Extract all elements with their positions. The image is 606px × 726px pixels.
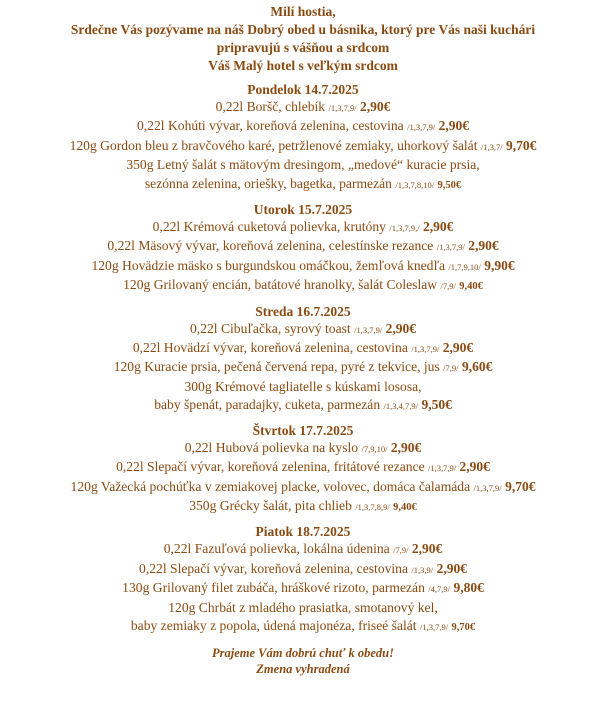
menu-item — [0, 439, 606, 458]
allergens: /1,3,7,8,9/ — [355, 501, 390, 512]
menu-item-text: 0,22l Mäsový vývar, koreňová zelenina, celestínske rezance — [107, 238, 437, 254]
day-title: Štvrtok 17.7.2025 — [252, 422, 354, 438]
menu-item-text: 300g Krémové tagliatelle s kúskami lososa, — [184, 378, 422, 394]
menu-item-line — [0, 617, 606, 637]
price: 9,70€ — [505, 478, 536, 494]
greeting: Milí hostia, — [270, 4, 336, 19]
price: 2,90€ — [468, 238, 499, 254]
invitation-line-1: Srdečne Vás pozývame na náš Dobrý obed u básnika, ktorý pre Vás naši kuchári — [70, 22, 536, 37]
menu-item-text: 0,22l Hubová polievka na kyslo — [184, 439, 362, 455]
allergens: /1,3,7,9/ — [328, 103, 357, 113]
menu-item — [0, 237, 606, 256]
menu-item-text: 130g Grilovaný filet zubáča, hráškové rizoto, parmezán — [122, 580, 429, 596]
menu-item-line — [0, 218, 606, 237]
menu-item-line — [0, 358, 606, 377]
menu-item-text: 120g Hovädzie mäsko s burgundskou omáčkou, žemľová knedľa — [91, 257, 449, 273]
menu-item-line — [0, 175, 606, 195]
menu-item — [0, 276, 606, 296]
day-block — [0, 523, 606, 637]
menu-item-text: 350g Letný šalát s mätovým dresingom, „medové“ kuracie prsia, — [126, 157, 480, 173]
day-title: Pondelok 14.7.2025 — [247, 82, 359, 97]
day-title: Piatok 18.7.2025 — [255, 524, 351, 540]
allergens: /1,3,4,7,9/ — [383, 401, 419, 412]
menu-item — [0, 137, 606, 156]
allergens: /7,9/ — [443, 363, 459, 374]
menu-item-line — [0, 478, 606, 497]
menu-item-line — [0, 378, 606, 396]
menu-item — [0, 579, 606, 598]
menu-item-line — [0, 540, 606, 559]
day-title: Utorok 15.7.2025 — [253, 202, 353, 218]
day-title: Streda 16.7.2025 — [255, 303, 351, 319]
allergens: /1,7,9,10/ — [448, 261, 481, 272]
allergens: /7,9,10/ — [361, 443, 388, 454]
invitation-line-2: pripravujú s vášňou a srdcom — [216, 40, 390, 55]
menu-item-line — [0, 237, 606, 256]
allergens: /1,3,7,9/ — [419, 621, 449, 632]
menu-item-line — [0, 497, 606, 517]
menu-item-line — [0, 156, 606, 174]
allergens: /1,3,7,9/ — [354, 324, 383, 335]
menu-item-line — [0, 137, 606, 156]
price: 9,60€ — [461, 359, 493, 375]
price: 2,90€ — [436, 560, 467, 576]
day-block — [0, 81, 606, 195]
menu-item — [0, 540, 606, 559]
price: 9,40€ — [459, 281, 483, 293]
menu-item-text: 0,22l Kohúti vývar, koreňová zelenina, cestovina — [136, 118, 408, 134]
menu-item — [0, 218, 606, 237]
day-block — [0, 303, 606, 416]
menu-item-text: 120g Grilovaný encián, batátové hranolky, šalát Coleslaw — [123, 277, 441, 293]
price: 2,90€ — [385, 320, 416, 336]
daily-menus — [0, 81, 606, 637]
day-block — [0, 422, 606, 518]
price: 2,90€ — [438, 118, 469, 134]
allergens: /1,3,7,9/ — [411, 344, 440, 355]
menu-item-text: 0,22l Boršč, chlebík — [215, 99, 329, 114]
menu-item-line — [0, 257, 606, 276]
allergens: /4,7,9/ — [428, 584, 451, 595]
menu-item-text: 0,22l Fazuľová polievka, lokálna údenina — [163, 541, 394, 557]
menu-item-line — [0, 439, 606, 458]
price: 2,90€ — [422, 219, 454, 235]
price: 2,90€ — [390, 439, 422, 455]
menu-item-text: baby zemiaky z popola, údená majonéza, friseé šalát — [130, 617, 420, 633]
allergens: /1,3,7/ — [480, 141, 503, 152]
menu-item — [0, 320, 606, 339]
allergens: /1,3,9/ — [411, 564, 434, 575]
menu-item-text: 0,22l Slepačí vývar, koreňová zelenina, cestovina — [139, 560, 412, 576]
price: 2,90€ — [442, 340, 474, 356]
menu-item-text: 120g Chrbát z mladého prasiatka, smotanový kel, — [168, 599, 438, 615]
menu-item-line — [0, 98, 606, 117]
menu-item — [0, 156, 606, 195]
menu-item-line — [0, 117, 606, 136]
menu-item-line — [0, 458, 606, 477]
allergens: /1,3,7,9/ — [436, 242, 465, 253]
menu-item — [0, 478, 606, 497]
menu-item — [0, 378, 606, 416]
price: 9,90€ — [484, 257, 515, 273]
menu-item-text: sezónna zelenina, oriešky, bagetka, parmezán — [144, 175, 396, 191]
price: 2,90€ — [459, 459, 490, 475]
allergens: /1,3,7,8,10/ — [395, 179, 435, 190]
allergens: /7,9/ — [393, 545, 409, 556]
hotel-signature: Váš Malý hotel s veľkým srdcom — [208, 58, 398, 73]
allergens: /1,3,7,9/ — [407, 122, 436, 133]
intro — [0, 3, 606, 75]
menu-item-text: 0,22l Hovädzí vývar, koreňová zelenina, cestovina — [132, 340, 412, 356]
menu-item-text: 120g Važecká pochúťka v zemiakovej placke, volovec, domáca čalamáda — [70, 478, 474, 494]
menu-item — [0, 358, 606, 377]
menu-item-line — [0, 320, 606, 339]
menu-item — [0, 257, 606, 276]
footer — [0, 645, 606, 677]
menu-item — [0, 599, 606, 638]
menu-item-text: 350g Grécky šalát, pita chlieb — [189, 497, 356, 513]
menu-item-line — [0, 579, 606, 598]
menu-item-text: 0,22l Krémová cuketová polievka, krutóny — [152, 219, 390, 235]
menu-item-text: 120g Kuracie prsia, pečená červená repa, pyré z tekvice, jus — [113, 359, 444, 375]
menu-item-text: baby špenát, paradajky, cuketa, parmezán — [154, 397, 384, 413]
price: 2,90€ — [411, 541, 443, 557]
price: 2,90€ — [360, 99, 391, 114]
menu-item-line — [0, 276, 606, 296]
menu-item-line — [0, 560, 606, 579]
menu-item — [0, 497, 606, 517]
menu-item — [0, 458, 606, 477]
menu-item — [0, 339, 606, 358]
allergens: /1,3,7,9,/ — [389, 223, 420, 234]
menu-item — [0, 98, 606, 117]
day-block — [0, 201, 606, 297]
allergens: /7,9/ — [440, 281, 456, 292]
price: 9,80€ — [453, 580, 484, 596]
menu-item — [0, 560, 606, 579]
allergens: /1,3,7,9/ — [428, 463, 457, 474]
price: 9,40€ — [393, 501, 417, 513]
menu-item-line — [0, 599, 606, 617]
menu-item — [0, 117, 606, 136]
menu-item-text: 0,22l Cibuľačka, syrový toast — [190, 320, 355, 336]
price: 9,70€ — [451, 621, 476, 633]
price: 9,70€ — [506, 137, 537, 153]
menu-item-text: 0,22l Slepačí vývar, koreňová zelenina, fritátové rezance — [116, 459, 429, 475]
menu-item-text: 120g Gordon bleu z bravčového karé, petržlenové zemiaky, uhorkový šalát — [69, 137, 481, 153]
footer-note: Zmena vyhradená — [256, 662, 350, 677]
menu-item-line — [0, 339, 606, 358]
allergens: /1,3,7,9/ — [473, 482, 502, 493]
price: 9,50€ — [437, 179, 462, 191]
footer-wish: Prajeme Vám dobrú chuť k obedu! — [211, 646, 394, 661]
menu-item-line — [0, 396, 606, 415]
price: 9,50€ — [421, 397, 452, 413]
